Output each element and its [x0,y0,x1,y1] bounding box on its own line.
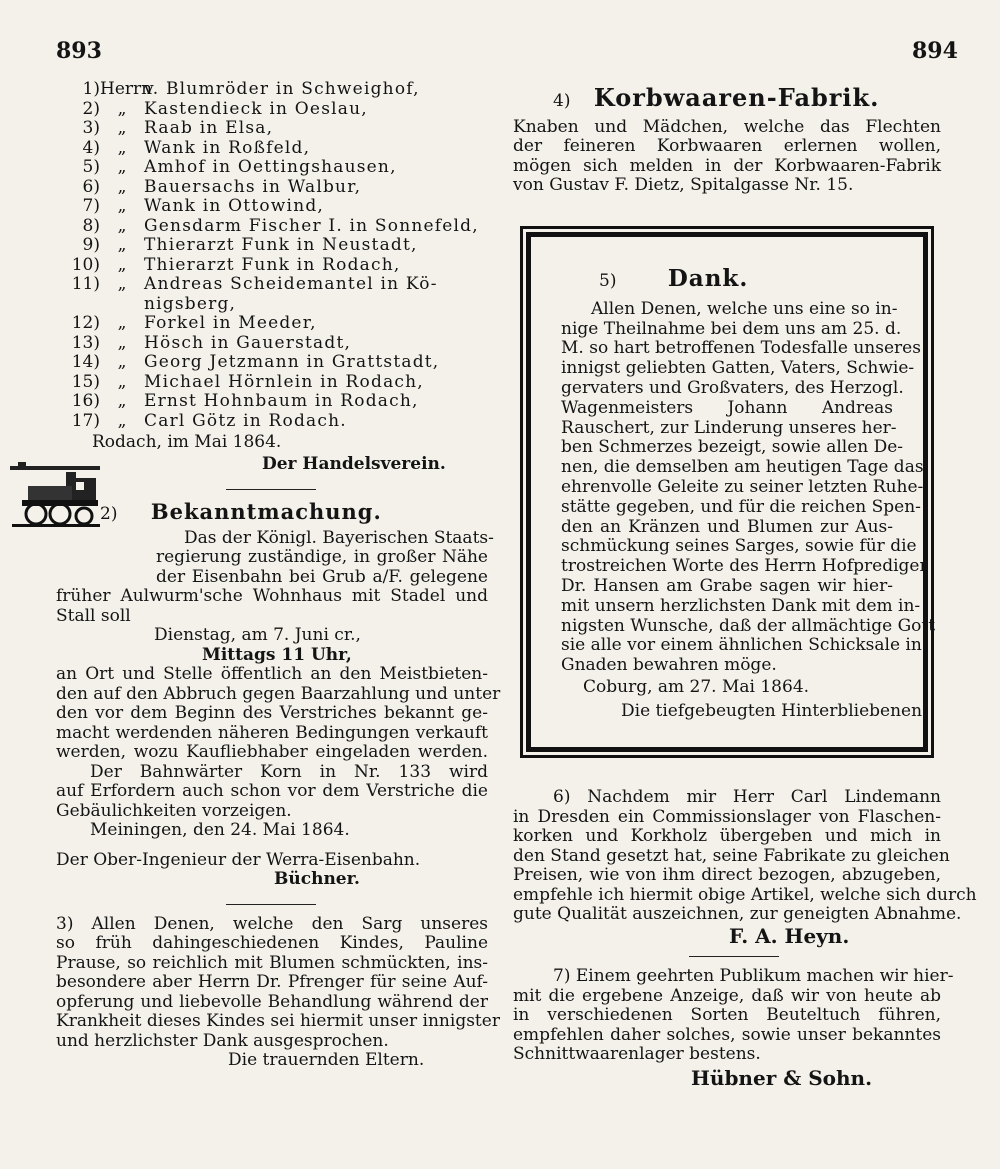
member-list [56,80,488,431]
ad7-signature: Hübner & Sohn. [691,1065,873,1090]
text-line: besondere aber Herrn Dr. Pfrenger für seine Auf- [56,972,488,992]
list-place-date: Rodach, im Mai 1864. [92,432,282,452]
list-item [56,256,488,276]
list-item-text: Kastendieck in Oeslau, [144,98,368,119]
text-line: und herzlichster Dank ausgesprochen. [56,1030,389,1051]
ad2-number: 2) [100,504,118,524]
list-item-text: Ernst Hohnbaum in Rodach, [144,391,419,411]
text-line: 6) Nachdem mir Herr Carl Lindemann [553,787,941,807]
list-item [56,119,488,139]
ad5-title: Dank. [667,265,749,292]
list-item-num: 2) [82,98,100,119]
ad2-signature-title: Der Ober-Ingenieur der Werra-Eisenbahn. [56,849,421,870]
text-line: regierung zuständige, in großer Nähe [156,547,488,567]
list-item-q: „ [117,137,127,158]
ad3-body [56,913,500,1052]
list-item-num: 1) [82,79,100,99]
text-line: empfehle ich hiermit obige Artikel, welche sich durch [513,884,977,905]
text-line: Mittags 11 Uhr, [202,644,352,665]
list-item-q: „ [117,332,127,353]
list-item [56,295,488,315]
ad5-body [561,298,936,676]
list-item-q [100,295,144,315]
ad6-signature: F. A. Heyn. [729,923,850,948]
text-line: Krankheit dieses Kindes sei hiermit unser innigster [56,1011,500,1031]
list-item-num [56,295,100,315]
text-line: den vor dem Beginn des Verstriches bekannt ge- [56,703,488,723]
text-line: den Stand gesetzt hat, seine Fabrikate zu gleichen [513,845,950,866]
right-column-lower [513,787,977,1090]
text-line: auf Erfordern auch schon vor dem Verstriche die [56,781,488,801]
text-line: mit unsern herzlichsten Dank mit dem in- [561,595,921,616]
list-item [56,80,488,100]
list-item-q: Herrn [100,79,153,99]
list-item-num: 4) [82,137,100,158]
text-line: Dienstag, am 7. Juni cr., [154,625,361,645]
list-item-text: Forkel in Meeder, [144,313,317,333]
text-line: mögen sich melden in der Korbwaaren-Fabrik [513,155,941,176]
list-item [56,158,488,178]
list-item [56,236,488,256]
text-line: der feineren Korbwaaren erlernen wollen, [513,136,941,156]
list-item-text: nigsberg, [144,293,237,314]
text-line: Das der Königl. Bayerischen Staats- [184,527,494,548]
text-line: Dr. Hansen am Grabe sagen wir hier- [561,575,893,596]
ad4-body [513,118,941,196]
list-item-text: Thierarzt Funk in Rodach, [144,254,401,275]
list-item-q: „ [117,313,127,333]
text-line: Der Bahnwärter Korn in Nr. 133 wird [90,761,488,782]
list-item [56,197,488,217]
list-item [56,100,488,120]
text-line: ehrenvolle Geleite zu seiner letzten Ruhe- [561,476,924,497]
text-line: gervaters und Großvaters, des Herzogl. [561,377,904,398]
list-item [56,334,488,354]
divider [689,956,779,957]
text-line: macht werdenden näheren Bedingungen verkauft [56,722,488,743]
ad2-place-date: Meiningen, den 24. Mai 1864. [90,820,350,840]
list-item-text: Andreas Scheidemantel in Kö- [144,274,438,294]
list-item-text: Hösch in Gauerstadt, [144,332,352,353]
list-item-text: v. Blumröder in Schweighof, [144,79,420,99]
text-line: innigst geliebten Gatten, Vaters, Schwie- [561,358,915,379]
ad2-signature-name: Büchner. [274,869,360,889]
text-line: korken und Korkholz übergeben und mich in [513,826,941,846]
list-item-q: „ [117,118,127,138]
text-line: von Gustav F. Dietz, Spitalgasse Nr. 15. [513,175,854,195]
ad7-body [513,966,954,1065]
text-line: Knaben und Mädchen, welche das Flechten [513,116,941,137]
text-line: schmückung seines Sarges, sowie für die [561,536,917,557]
list-item-q: „ [117,410,127,431]
text-line: den an Kränzen und Blumen zur Aus- [561,516,893,537]
list-item-num: 6) [82,176,100,197]
text-line: Gnaden bewahren möge. [561,655,777,676]
list-item-text: Carl Götz in Rodach. [144,410,347,431]
text-line: Stall soll [56,605,131,626]
list-item-text: Amhof in Oettingshausen, [144,157,397,177]
list-item [56,392,488,412]
text-line: mit die ergebene Anzeige, daß wir von heute ab [513,985,941,1006]
ad5-number: 5) [599,271,617,291]
text-line: Schnittwaarenlager bestens. [513,1044,761,1064]
ad4-number: 4) [553,91,571,111]
ad2-heading [56,499,488,525]
text-line: der Eisenbahn bei Grub a/F. gelegene [156,566,488,587]
ad4-heading [513,83,941,112]
list-item [56,314,488,334]
list-item-num: 13) [71,332,100,353]
text-line: Prause, so reichlich mit Blumen schmückten, ins- [56,952,488,973]
divider [226,489,316,490]
list-item-q: „ [117,157,127,177]
list-item [56,139,488,159]
ad5-frame [526,232,936,752]
list-item-num: 7) [82,196,100,216]
list-item-q: „ [117,254,127,275]
list-item-q: „ [117,274,127,294]
text-line: stätte gegeben, und für die reichen Spen- [561,496,921,517]
list-item-text: Thierarzt Funk in Neustadt, [144,235,418,255]
text-line: den auf den Abbruch gegen Baarzahlung und unter [56,683,501,704]
list-item-text: Wank in Ottowind, [144,196,325,216]
list-item [56,217,488,237]
text-line: nige Theilnahme bei dem uns am 25. d. [561,318,902,339]
text-line: Allen Denen, welche uns eine so in- [591,298,898,319]
list-item [56,178,488,198]
text-line: Preisen, wie von ihm direct bezogen, abzugeben, [513,865,941,885]
list-item-q: „ [117,235,127,255]
text-line: M. so hart betroffenen Todesfalle unseres [561,338,921,359]
list-item-q: „ [117,176,127,197]
text-line: nigsten Wunsche, daß der allmächtige Gott [561,615,936,636]
list-item-num: 9) [82,235,100,255]
text-line: an Ort und Stelle öffentlich an den Meistbieten- [56,664,488,684]
list-item-text: Wank in Roßfeld, [144,137,311,158]
list-item-text: Bauersachs in Walbur, [144,176,362,197]
text-line: trostreichen Worte des Herrn Hofprediger [561,556,928,577]
list-item-text: Georg Jetzmann in Grattstadt, [144,352,440,372]
ad2-title: Bekanntmachung. [150,499,382,524]
list-item-q: „ [117,98,127,119]
list-item-num: 12) [71,313,100,333]
text-line: früher Aulwurm'sche Wohnhaus mit Stadel und [56,586,488,606]
list-item-q: „ [117,352,127,372]
text-line: 3) Allen Denen, welche den Sarg unseres [56,913,488,934]
list-signature: Der Handelsverein. [262,453,446,474]
ad5-heading [561,265,893,292]
page-number-right: 894 [912,38,958,64]
list-item-num: 16) [71,391,100,411]
ad5-signature: Die tiefgebeugten Hinterbliebenen. [621,700,928,721]
list-item-text: Raab in Elsa, [144,118,274,138]
text-line: so früh dahingeschiedenen Kindes, Pauline [56,933,488,953]
ad4-title: Korbwaaren-Fabrik. [593,83,880,112]
list-item [56,412,488,432]
list-item-num: 5) [82,157,100,177]
list-item [56,353,488,373]
text-line: Wagenmeisters Johann Andreas [561,397,893,418]
list-item-num: 17) [71,410,100,431]
text-line: 7) Einem geehrten Publikum machen wir hier- [553,966,954,986]
ad2-body [56,527,501,822]
page-number-left: 893 [56,38,102,64]
text-line: gute Qualität auszeichnen, zur geneigten Abnahme. [513,904,962,924]
text-line: empfehlen daher solches, sowie unser bekanntes [513,1024,941,1045]
list-item-q: „ [117,371,127,392]
ad6-body [513,787,977,925]
list-item-text: Gensdarm Fischer I. in Sonnefeld, [144,215,479,236]
text-line: Gebäulichkeiten vorzeigen. [56,800,292,821]
divider [226,904,316,905]
text-line: in Dresden ein Commissionslager von Flaschen- [513,806,941,827]
list-item-num: 8) [82,215,100,236]
text-line: Rauschert, zur Linderung unseres her- [561,417,897,438]
list-item-text: Michael Hörnlein in Rodach, [144,371,424,392]
list-item-num: 14) [71,352,100,372]
locomotive-illustration [8,460,102,530]
list-item-q: „ [117,196,127,216]
list-item-num: 11) [71,274,100,294]
text-line: werden, wozu Kaufliebhaber eingeladen werden. [56,742,488,762]
right-column [513,80,941,196]
list-item-q: „ [117,215,127,236]
ad5-place-date: Coburg, am 27. Mai 1864. [583,676,810,697]
list-item-num: 10) [71,254,100,275]
list-item [56,373,488,393]
text-line: ben Schmerzes bezeigt, sowie allen De- [561,437,904,458]
text-line: in verschiedenen Sorten Beuteltuch führen, [513,1005,941,1025]
left-column [56,79,501,1071]
list-item-num: 15) [71,371,100,392]
text-line: opferung und liebevolle Behandlung während der [56,991,488,1012]
list-item-q: „ [117,391,127,411]
list-item-num: 3) [82,118,100,138]
text-line: nen, die demselben am heutigen Tage das [561,457,924,478]
list-item [56,275,488,295]
ad3-signature: Die trauernden Eltern. [228,1050,425,1070]
text-line: sie alle vor einem ähnlichen Schicksale in [561,635,922,656]
